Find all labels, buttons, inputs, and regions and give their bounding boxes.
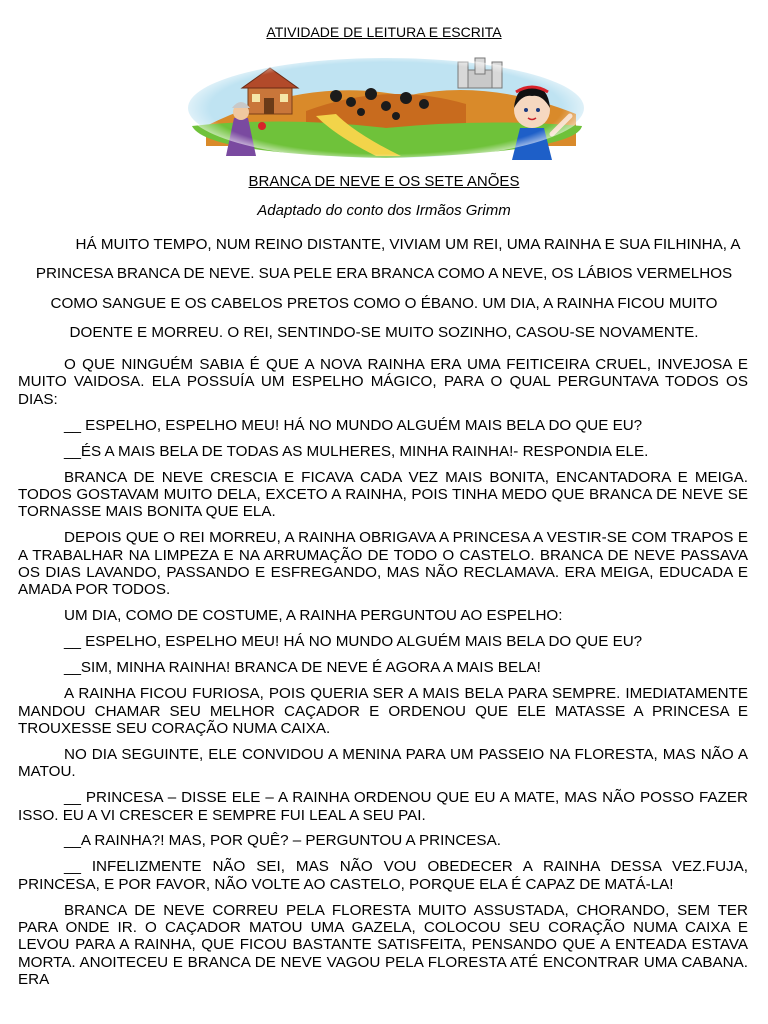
story-paragraph: __ INFELIZMENTE NÃO SEI, MAS NÃO VOU OBEDECER A RAINHA DESSA VEZ.FUJA, PRINCESA, E POR FAVOR, NÃO VOLTE AO CASTELO, PORQUE ELA É CAPAZ DE MATÁ-LA! <box>18 858 748 893</box>
story-paragraph: A RAINHA FICOU FURIOSA, POIS QUERIA SER A MAIS BELA PARA SEMPRE. IMEDIATAMENTE MANDOU CHAMAR SEU MELHOR CAÇADOR E ORDENOU QUE ELE MATASSE A PRINCESA E TROUXESSE SEU CORAÇÃO NUMA CAIXA. <box>18 685 748 737</box>
story-illustration <box>186 56 586 160</box>
page-header: ATIVIDADE DE LEITURA E ESCRITA <box>266 24 502 40</box>
story-paragraph: O QUE NINGUÉM SABIA É QUE A NOVA RAINHA ERA UMA FEITICEIRA CRUEL, INVEJOSA E MUITO VAIDOSA. ELA POSSUÍA UM ESPELHO MÁGICO, PARA O QUAL PERGUNTAVA TODOS OS DIAS: <box>18 356 748 408</box>
story-paragraph: BRANCA DE NEVE CORREU PELA FLORESTA MUITO ASSUSTADA, CHORANDO, SEM TER PARA ONDE IR. O CAÇADOR MATOU UMA GAZELA, COLOCOU SEU CORAÇÃO NUMA CAIXA E LEVOU PARA A RAINHA, QUE FICOU BASTANTE SATISFEITA, PENSANDO QUE A ENTEADA ESTAVA MORTA. ANOITECEU E BRANCA DE NEVE VAGOU PELA FLORESTA ATÉ ENCONTRAR UMA CABANA. ERA <box>18 901 748 989</box>
story-paragraph: BRANCA DE NEVE CRESCIA E FICAVA CADA VEZ MAIS BONITA, ENCANTADORA E MEIGA. TODOS GOSTAVAM MUITO DELA, EXCETO A RAINHA, POIS TINHA MEDO QUE BRANCA DE NEVE SE TORNASSE MAIS BONITA QUE ELA. <box>18 468 748 521</box>
story-body <box>18 356 748 997</box>
story-paragraph: NO DIA SEGUINTE, ELE CONVIDOU A MENINA PARA UM PASSEIO NA FLORESTA, MAS NÃO A MATOU. <box>18 745 748 781</box>
story-subtitle: Adaptado do conto dos Irmãos Grimm <box>257 202 511 219</box>
story-title: BRANCA DE NEVE E OS SETE ANÕES <box>248 173 520 190</box>
story-paragraph: __ PRINCESA – DISSE ELE – A RAINHA ORDENOU QUE EU A MATE, MAS NÃO POSSO FAZER ISSO. EU A VI CRESCER E SEMPRE FUI LEAL A SEU PAI. <box>18 789 748 824</box>
story-paragraph: __ ESPELHO, ESPELHO MEU! HÁ NO MUNDO ALGUÉM MAIS BELA DO QUE EU? <box>64 416 643 434</box>
intro-text: HÁ MUITO TEMPO, NUM REINO DISTANTE, VIVIAM UM REI, UMA RAINHA E SUA FILHINHA, A PRINCESA BRANCA DE NEVE. SUA PELE ERA BRANCA COMO A NEVE, OS LÁBIOS VERMELHOS COMO SANGUE E OS CABELOS PRETOS COMO O ÉBANO. UM DIA, A RAINHA FICOU MUITO DOENTE E MORREU. O REI, SENTINDO-SE MUITO SOZINHO, CASOU-SE NOVAMENTE. <box>35 236 741 342</box>
story-paragraph: __ÉS A MAIS BELA DE TODAS AS MULHERES, MINHA RAINHA!- RESPONDIA ELE. <box>64 442 649 460</box>
intro-paragraph <box>18 230 750 348</box>
story-paragraph: __A RAINHA?! MAS, POR QUÊ? – PERGUNTOU A PRINCESA. <box>64 832 501 850</box>
story-paragraph: DEPOIS QUE O REI MORREU, A RAINHA OBRIGAVA A PRINCESA A VESTIR-SE COM TRAPOS E A TRABALHAR NA LIMPEZA E NA ARRUMAÇÃO DE TODO O CASTELO. BRANCA DE NEVE PASSAVA OS DIAS LAVANDO, PASSANDO E ESFREGANDO, MAS NÃO RECLAMAVA. ERA MEIGA, EDUCADA E AMADA POR TODOS. <box>18 529 748 599</box>
story-paragraph: UM DIA, COMO DE COSTUME, A RAINHA PERGUNTOU AO ESPELHO: <box>64 607 563 625</box>
story-paragraph: __SIM, MINHA RAINHA! BRANCA DE NEVE É AGORA A MAIS BELA! <box>64 659 541 677</box>
story-paragraph: __ ESPELHO, ESPELHO MEU! HÁ NO MUNDO ALGUÉM MAIS BELA DO QUE EU? <box>64 633 643 651</box>
